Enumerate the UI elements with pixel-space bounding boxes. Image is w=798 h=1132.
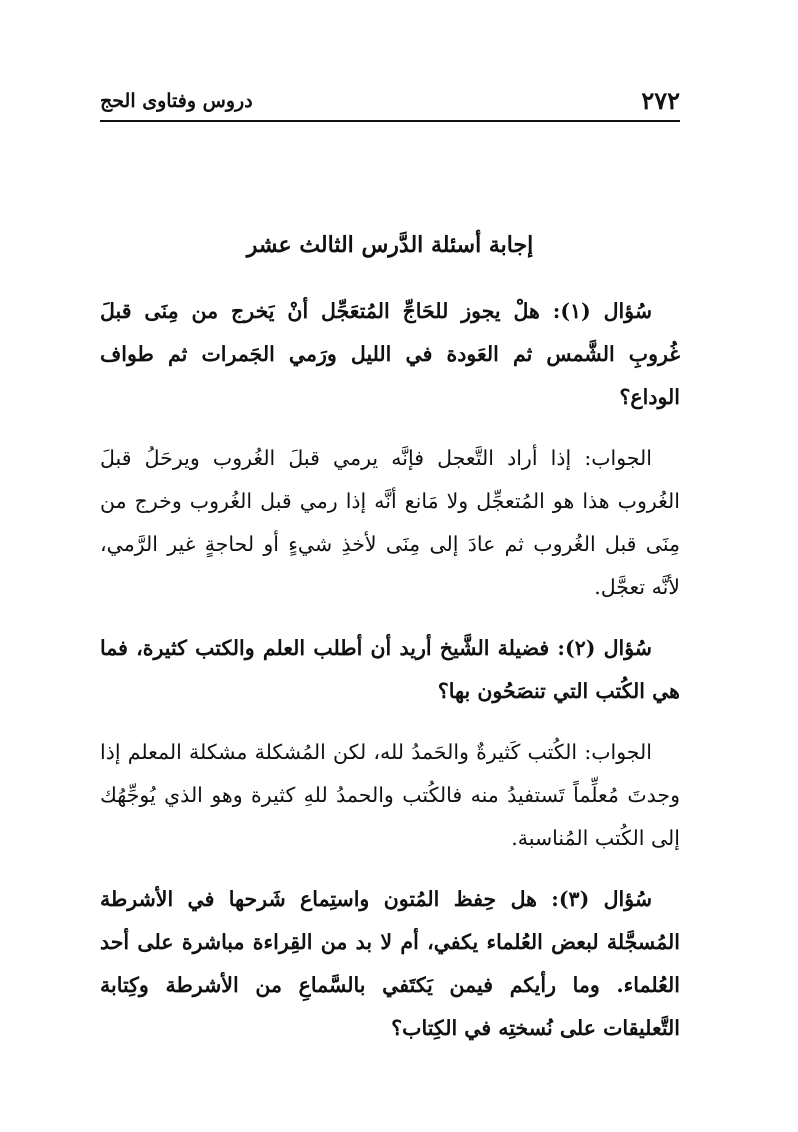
question-1 xyxy=(100,290,680,419)
section-title: إجابة أسئلة الدَّرس الثالث عشر xyxy=(246,232,534,258)
question-3-text: سُؤال (٣): هل حِفظ المُتون واستِماع شَرحها في الأشرطة المُسجَّلة لبعض العُلماء يكفي، أم لا بد من القِراءة مباشرة على أحد العُلماء. وما رأيكم فيمن يَكتَفي بالسَّماعِ من الأشرطة وكِتابة التَّعليقات على نُسختِه في الكِتاب؟ xyxy=(100,887,680,1040)
page-number: ٢٧٢ xyxy=(641,86,680,115)
question-3 xyxy=(100,878,680,1050)
answer-2 xyxy=(100,731,680,860)
answer-1-text: الجواب: إذا أراد التَّعجل فإنَّه يرمي قبلَ الغُروب ويرحَلُ قبلَ الغُروب هذا هو المُتعجِّل ولا مَانع أنَّه إذا رمي قبل الغُروب وخرج من مِنَى قبل الغُروب ثم عادَ إلى مِنَى لأخذِ شيءٍ أو لحاجةٍ غير الرَّمي، لأنَّه تعجَّل. xyxy=(100,446,680,599)
question-2 xyxy=(100,627,680,713)
header-divider xyxy=(100,120,680,122)
question-1-text: سُؤال (١): هلْ يجوز للحَاجِّ المُتعَجِّل أنْ يَخرج من مِنَى قبلَ غُروبِ الشَّمس ثم العَودة في الليل ورَمي الجَمرات ثم طواف الوداع؟ xyxy=(100,299,680,409)
answer-1 xyxy=(100,437,680,609)
qa-content xyxy=(100,290,680,1068)
answer-2-text: الجواب: الكُتب كَثيرةٌ والحَمدُ لله، لكن المُشكلة مشكلة المعلم إذا وجدتَ مُعلِّماً تَستفيدُ منه فالكُتب والحمدُ للهِ كثيرة وهو الذي يُوجِّهُك إلى الكُتب المُناسبة. xyxy=(100,740,680,850)
running-header xyxy=(100,86,680,120)
question-2-text: سُؤال (٢): فضيلة الشَّيخ أريد أن أطلب العلم والكتب كثيرة، فما هي الكُتب التي تنصَحُون بها؟ xyxy=(100,636,680,703)
book-title: دروس وفتاوى الحج xyxy=(100,90,253,112)
